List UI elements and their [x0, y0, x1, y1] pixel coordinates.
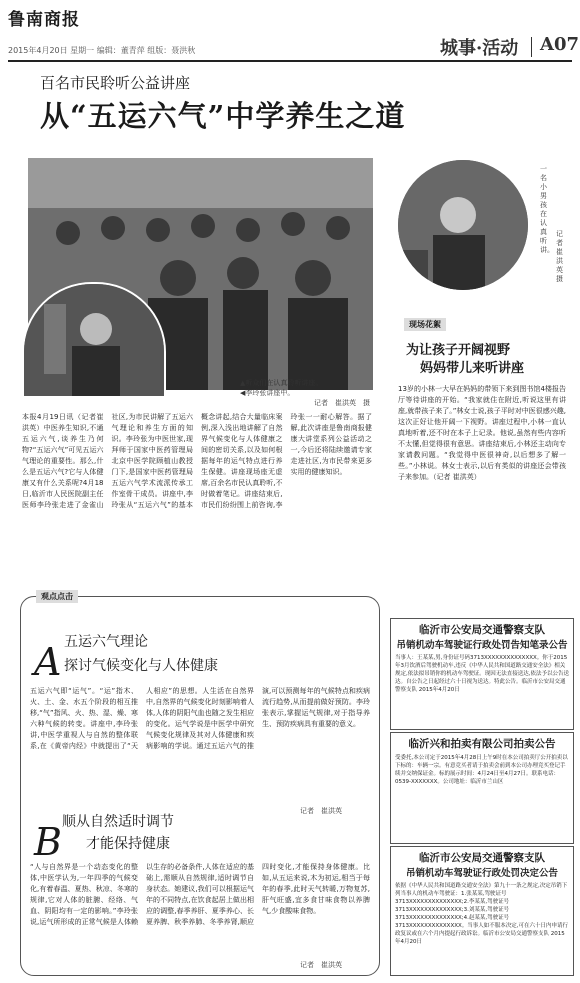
ad1-title: 临沂市公安局交通警察支队 — [419, 624, 545, 636]
section-divider — [531, 37, 532, 57]
sub-b-credit: 记者 崔洪英 — [300, 961, 342, 969]
main-photo-caption-2: ◀李玲张讲座中。 — [240, 389, 295, 397]
page-number: A07 — [540, 34, 580, 55]
main-photo-caption — [240, 378, 370, 408]
ad3-subtitle: 吊销机动车驾驶证行政处罚决定公告 — [405, 868, 558, 879]
sub-b-letter: B — [34, 820, 62, 864]
headline: 从“五运六气”中学养生之道 — [40, 99, 406, 133]
ad2-body: 受委托,本公司定于2015年4月28日上午9时在本公司拍卖厅公开拍卖以下标的：车辆一宗。有意竞买者请于拍卖会前到本公司办理竞买登记手续并交纳保证金。标的展示时间：4月24日至4月27日。联系电话：0539-XXXXXXX。公司地址：临沂市兰山区 — [395, 755, 568, 785]
side-headline-2: 妈妈带儿来听讲座 — [420, 361, 525, 376]
kicker: 百名市民聆听公益讲座 — [40, 74, 191, 92]
side-photo-credit: 记者 崔洪英 摄 — [556, 230, 570, 283]
ad3-title: 临沂市公安局交通警察支队 — [419, 852, 545, 864]
sub-b-title-2: 才能保持健康 — [86, 836, 170, 852]
side-article-body: 13岁的小林一大早在妈妈的带领下来到图书馆4楼报告厅等待讲座的开始。“我家就住在附近,听说这里有讲座,就带孩子来了。”林女士说,孩子平时对中医很感兴趣,这次正好让他开阔一下视野。讲座过程中,小林一直认真地听着,还不时在本子上记录。他说,虽然有些内容听不太懂,但觉得很有意思。讲座结束后,小林还主动向专家请教问题。“我觉得中医很神奇,以后想多了解一些。”小林说。林女士表示,以后有类似的讲座还会带孩子来参加。（记者 崔洪英） — [398, 385, 566, 481]
side-photo-svg — [398, 160, 528, 290]
ad-traffic-notice — [390, 618, 574, 730]
main-photo-credit: 记者 崔洪英 摄 — [314, 399, 370, 407]
sub-a-credit: 记者 崔洪英 — [300, 807, 342, 815]
masthead: 鲁南商报 — [8, 10, 80, 30]
sub-a-title-1: 五运六气理论 — [64, 634, 148, 650]
box-tag: 观点点击 — [36, 590, 78, 603]
main-article-body: 本报4月19日讯（记者崔洪英）中医养生知识,不通五运六气,谈养生乃何物?“五运六气”可见五运六气理论的重要性。那么,什么是五运六气?它与人体健康又有什么关系呢?4月18日,临沂市人民医院副主任医师李玲张走进了金雀山社区,为市民讲解了五运六气理论和养生方面的知识。李玲张为中医世家,现拜师于国家中医药管理局北京中医学院顾植山教授门下,是国家中医药管理局五运六气学术流派传承工作室骨干成员。讲座中,李玲张从“五运六气”的基本概念讲起,结合大量临床案例,深入浅出地讲解了自然界气候变化与人体健康之间的密切关系,以及如何根据每年的运气特点进行养生保健。讲座现场座无虚席,百余名市民认真聆听,不时做着笔记。讲座结束后,市民们纷纷围上前咨询,李玲张一一耐心解答。据了解,此次讲座是鲁南商报健康大讲堂系列公益活动之一,今后还将陆续邀请专家走进社区,为市民带来更多实用的健康知识。 — [22, 413, 372, 509]
ad2-title: 临沂兴和拍卖有限公司拍卖公告 — [408, 738, 556, 750]
main-photo-caption-1: ▲听众们在认真聆听讲座。 — [240, 379, 323, 387]
sub-a-title-2: 探讨气候变化与人体健康 — [64, 658, 218, 674]
sub-a-body: 五运六气即“运气”。“运”指木、火、土、金、水五个阶段的相互推移,“气”指风、火、热、湿、燥、寒六种气候的转变。讲座中,李玲张讲,中医学重视人与自然的整体联系,在《黄帝内经》中就提出了“天人相应”的思想。人生活在自然界中,自然界的气候变化时刻影响着人体,人体的阴阳气血也随之发生相应的变化。运气学说是中医学中研究气候变化规律及其对人体健康和疾病影响的学说。通过五运六气的推演,可以预测每年的气候特点和疾病流行趋势,从而提前做好预防。李玲张表示,掌握运气规律,对于指导养生、预防疾病具有重要的意义。 — [30, 687, 370, 750]
ad1-body: 当事人：王某某,男,身份证号码3713XXXXXXXXXXXXXX。你于2015年3月饮酒后驾驶机动车,违反《中华人民共和国道路交通安全法》相关规定,依法拟吊销你的机动车驾驶证。现因无法直接送达,依法予以公告送达。自公告之日起经过六十日视为送达。特此公告。临沂市公安局交通警察支队 2015年4月20日 — [395, 655, 569, 693]
section-label: 城事·活动 — [440, 38, 519, 59]
side-tag: 现场花絮 — [404, 318, 446, 331]
ad3-body: 依据《中华人民共和国道路交通安全法》第九十一条之规定,决定吊销下列当事人的机动车驾驶证：1.张某某,驾驶证号3713XXXXXXXXXXXXXX;2.李某某,驾驶证号3713XXXXXXXXXXXXXX;3.刘某某,驾驶证号3713XXXXXXXXXXXXXX;4.赵某某,驾驶证号3713XXXXXXXXXXXXXX。当事人如不服本决定,可在六十日内申请行政复议或在六个月内提起行政诉讼。临沂市公安局交通警察支队 2015年4月20日 — [395, 883, 568, 945]
side-photo — [398, 160, 528, 290]
side-photo-caption: 一名小男孩在认真听讲。 — [540, 165, 554, 254]
ad1-subtitle: 吊销机动车驾驶证行政处罚告知笔录公告 — [396, 640, 568, 651]
side-headline-1: 为让孩子开阔视野 — [406, 343, 511, 358]
ad-traffic-decision — [390, 846, 574, 976]
sub-b-body: “人与自然界是一个动态变化的整体,中医学认为,一年四季的气候变化,有着春温、夏热、秋凉、冬寒的规律,它对人体的脏腑、经络、气血、阴阳均有一定的影响。”李玲张说,运气所形成的正常气候是人体赖以生存的必备条件,人体在适应的基础上,需顺从自然规律,适时调节自身状态。她建议,我们可以根据运气年的不同特点,在饮食起居上做出相应的调整,春季养肝、夏季养心、长夏养脾、秋季养肺、冬季养肾,顺应四时变化,才能保持身体健康。比如,从五运来说,木为初运,相当于每年的春季,此时天气转暖,万物复苏,肝气旺盛,宜多食甘味食物以养脾气,少食酸味食物。 — [30, 863, 370, 926]
header-rule — [8, 60, 572, 62]
ad-auction — [390, 732, 574, 844]
sub-a-letter: A — [34, 640, 62, 684]
speaker-inset-svg — [24, 284, 164, 396]
issue-meta: 2015年4月20日 星期一 编辑：董青萍 组版：聂洪秋 — [8, 46, 196, 55]
sub-b-title-1: 顺从自然适时调节 — [62, 814, 174, 830]
